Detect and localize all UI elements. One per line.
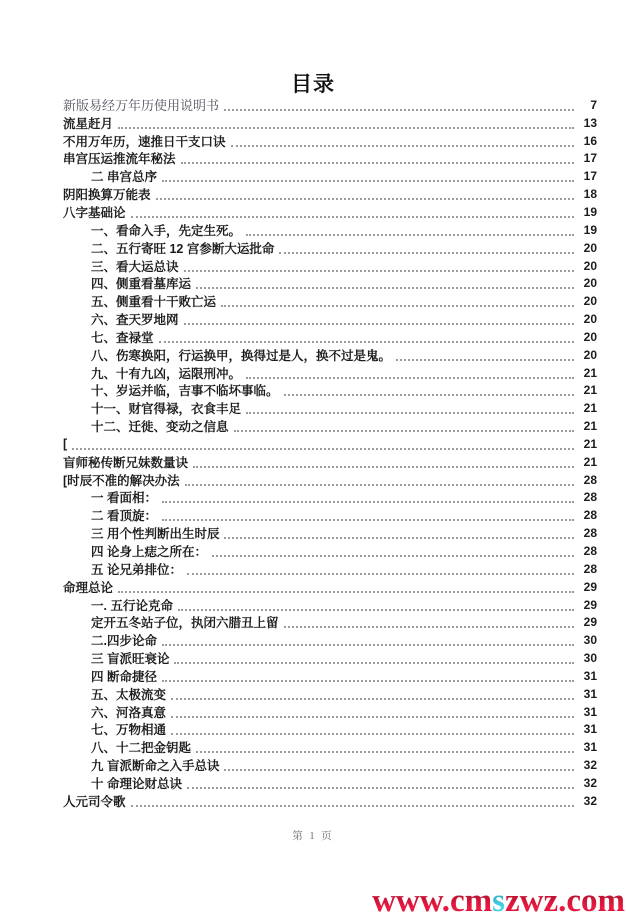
toc-entry-label: 四、侧重看墓库运: [91, 277, 192, 292]
toc-entry-label: 九 盲派断命之入手总诀: [91, 759, 220, 774]
dotted-leader: [72, 445, 574, 450]
toc-entry-page-number: 21: [583, 365, 597, 380]
dotted-leader: [193, 463, 574, 468]
toc-entry-page-number: 28: [583, 544, 597, 559]
dotted-leader: [212, 552, 574, 557]
dotted-leader: [184, 267, 574, 272]
dotted-leader: [246, 374, 574, 379]
dotted-leader: [396, 356, 574, 361]
toc-entry: [63, 96, 597, 114]
toc-entry-label: 不用万年历，速推日干支口诀: [63, 134, 226, 149]
toc-entry-page-number: 28: [583, 508, 597, 523]
toc-entry-page-number: 30: [583, 651, 597, 666]
toc-entry-page-number: 19: [583, 204, 597, 219]
toc-entry-label: 五、侧重看十干败亡运: [91, 295, 217, 310]
toc-entry-label: 命理总论: [63, 580, 114, 595]
toc-entry-page-number: 20: [583, 329, 597, 344]
toc-entry: [63, 774, 597, 792]
toc-entry-label: [: [63, 436, 68, 451]
toc-entry-page-number: 28: [583, 526, 597, 541]
dotted-leader: [181, 159, 574, 164]
toc-entry-label: 七、查禄堂: [91, 330, 154, 345]
toc-entry-page-number: 21: [583, 401, 597, 416]
toc-entry-page-number: 31: [583, 668, 597, 683]
dotted-leader: [171, 730, 574, 735]
toc-entry: [63, 310, 597, 328]
toc-entry-label: 一、看命入手，先定生死。: [91, 223, 242, 238]
toc-entry-label: 二 串宫总序: [91, 170, 157, 185]
toc-entry: [63, 667, 597, 685]
toc-entry-page-number: 13: [583, 115, 597, 130]
toc-entry-label: 六、查天罗地网: [91, 313, 179, 328]
table-of-contents: [63, 96, 597, 810]
toc-entry-page-number: 21: [583, 454, 597, 469]
toc-entry-page-number: 31: [583, 704, 597, 719]
toc-entry-page-number: 32: [583, 758, 597, 773]
toc-entry-label: 新版易经万年历使用说明书: [63, 98, 220, 114]
toc-entry: [63, 578, 597, 596]
toc-entry-page-number: 19: [583, 222, 597, 237]
dotted-leader: [187, 784, 574, 789]
toc-entry-label: 十、岁运并临，吉事不临坏事临。: [91, 384, 279, 399]
toc-entry: [63, 417, 597, 435]
toc-entry-label: 二.四步论命: [91, 634, 157, 649]
toc-entry-page-number: 20: [583, 294, 597, 309]
toc-entry-label: 三、看大运总诀: [91, 259, 179, 274]
toc-entry-label: 十一、财官得禄，衣食丰足: [91, 402, 242, 417]
toc-entry-label: 十 命理论财总诀: [91, 776, 182, 791]
dotted-leader: [196, 284, 574, 289]
toc-entry-label: 八、伤寒换阳，行运换甲，换得过是人，换不过是鬼。: [91, 348, 392, 363]
dotted-leader: [178, 606, 574, 611]
toc-entry-label: 十二、迁徙、变动之信息: [91, 420, 229, 435]
toc-entry-label: 一. 五行论克命: [91, 598, 173, 613]
dotted-leader: [159, 338, 574, 343]
toc-entry-page-number: 30: [583, 633, 597, 648]
toc-entry: [63, 542, 597, 560]
toc-entry: [63, 721, 597, 739]
toc-entry: [63, 364, 597, 382]
toc-entry: [63, 613, 597, 631]
dotted-leader: [162, 677, 574, 682]
toc-entry: [63, 185, 597, 203]
page-title: 目录: [291, 73, 335, 96]
toc-entry: [63, 114, 597, 132]
toc-entry: [63, 328, 597, 346]
dotted-leader: [279, 249, 574, 254]
toc-entry: [63, 792, 597, 810]
toc-entry-label: 七、万物相通: [91, 723, 167, 738]
toc-entry: [63, 756, 597, 774]
toc-entry-page-number: 21: [583, 383, 597, 398]
toc-entry-page-number: 17: [583, 169, 597, 184]
toc-entry: [63, 453, 597, 471]
toc-entry-label: 五、太极流变: [91, 687, 167, 702]
toc-entry-page-number: 32: [583, 793, 597, 808]
toc-entry-page-number: 31: [583, 740, 597, 755]
toc-entry: [63, 150, 597, 168]
toc-entry: [63, 382, 597, 400]
toc-entry-page-number: 28: [583, 490, 597, 505]
toc-entry: [63, 221, 597, 239]
dotted-leader: [156, 195, 574, 200]
toc-entry: [63, 257, 597, 275]
toc-entry: [63, 560, 597, 578]
toc-entry-label: 一 看面相：: [91, 491, 157, 506]
dotted-leader: [162, 641, 574, 646]
toc-entry-page-number: 21: [583, 436, 597, 451]
toc-entry-label: 阴阳换算万能表: [63, 188, 151, 203]
dotted-leader: [221, 302, 574, 307]
toc-entry-page-number: 28: [583, 561, 597, 576]
dotted-leader: [284, 391, 574, 396]
toc-entry-page-number: 7: [590, 97, 597, 112]
toc-entry-label: 四 论身上痣之所在：: [91, 545, 207, 560]
toc-entry-page-number: 20: [583, 312, 597, 327]
toc-entry-page-number: 29: [583, 579, 597, 594]
toc-entry: [63, 203, 597, 221]
toc-entry-page-number: 20: [583, 347, 597, 362]
dotted-leader: [187, 570, 574, 575]
toc-entry-label: 流星赶月: [63, 116, 114, 131]
toc-entry-page-number: 16: [583, 133, 597, 148]
toc-entry-label: 三 盲派旺衰论: [91, 652, 170, 667]
toc-entry-page-number: 32: [583, 775, 597, 790]
toc-entry-page-number: 17: [583, 151, 597, 166]
toc-entry: [63, 738, 597, 756]
toc-entry-page-number: 20: [583, 276, 597, 291]
dotted-leader: [231, 142, 574, 147]
toc-entry-page-number: 18: [583, 187, 597, 202]
watermark-text-suffix: zwz.com: [504, 883, 625, 919]
dotted-leader: [224, 106, 574, 111]
toc-entry-page-number: 21: [583, 419, 597, 434]
toc-entry-page-number: 28: [583, 472, 597, 487]
dotted-leader: [185, 481, 574, 486]
toc-entry-label: [时辰不准的解决办法: [63, 473, 180, 488]
toc-entry-label: 串宫压运推流年秘法: [63, 152, 176, 167]
toc-entry: [63, 524, 597, 542]
dotted-leader: [246, 409, 574, 414]
toc-entry: [63, 292, 597, 310]
toc-entry-label: 盲师秘传断兄妹数量诀: [63, 455, 189, 470]
toc-entry: [63, 471, 597, 489]
dotted-leader: [174, 659, 574, 664]
toc-entry-page-number: 20: [583, 258, 597, 273]
toc-entry: [63, 596, 597, 614]
watermark-url: [372, 885, 625, 918]
toc-entry: [63, 167, 597, 185]
toc-entry-label: 二 看顶旋：: [91, 509, 157, 524]
toc-entry-page-number: 29: [583, 597, 597, 612]
dotted-leader: [184, 320, 574, 325]
toc-entry-label: 八、十二把金钥匙: [91, 741, 192, 756]
dotted-leader: [171, 713, 574, 718]
dotted-leader: [246, 231, 574, 236]
toc-entry: [63, 274, 597, 292]
watermark-text-prefix: www.cm: [372, 883, 493, 919]
toc-entry-label: 人元司令歌: [63, 794, 126, 809]
toc-entry-page-number: 31: [583, 722, 597, 737]
dotted-leader: [118, 588, 574, 593]
toc-entry: [63, 435, 597, 453]
toc-entry: [63, 132, 597, 150]
dotted-leader: [162, 498, 574, 503]
dotted-leader: [118, 124, 574, 129]
toc-entry: [63, 649, 597, 667]
dotted-leader: [224, 766, 574, 771]
toc-entry-label: 二、五行寄旺 12 宫参断大运批命: [91, 241, 275, 256]
page-number-footer: 第 1 页: [292, 831, 334, 842]
dotted-leader: [131, 213, 574, 218]
toc-entry: [63, 703, 597, 721]
toc-entry-label: 五 论兄弟排位：: [91, 562, 182, 577]
toc-entry-label: 四 断命捷径: [91, 669, 157, 684]
toc-entry-label: 六、河洛真意: [91, 705, 167, 720]
toc-entry: [63, 506, 597, 524]
toc-entry-page-number: 20: [583, 240, 597, 255]
toc-entry-label: 八字基础论: [63, 205, 126, 220]
dotted-leader: [196, 748, 574, 753]
dotted-leader: [234, 427, 574, 432]
dotted-leader: [162, 177, 574, 182]
toc-entry: [63, 399, 597, 417]
toc-entry-label: 三 用个性判断出生时辰: [91, 527, 220, 542]
toc-entry: [63, 631, 597, 649]
toc-entry-label: 九、十有九凶，运限刑冲。: [91, 366, 242, 381]
dotted-leader: [171, 695, 574, 700]
toc-entry-page-number: 31: [583, 686, 597, 701]
toc-entry: [63, 685, 597, 703]
toc-entry: [63, 489, 597, 507]
toc-entry-page-number: 29: [583, 615, 597, 630]
watermark-text-highlight: s: [492, 883, 505, 919]
dotted-leader: [284, 623, 574, 628]
dotted-leader: [162, 516, 574, 521]
toc-entry: [63, 239, 597, 257]
toc-entry-label: 定开五冬站子位，执闭六腊丑上留: [91, 616, 279, 631]
toc-entry: [63, 346, 597, 364]
dotted-leader: [131, 802, 574, 807]
dotted-leader: [224, 534, 574, 539]
